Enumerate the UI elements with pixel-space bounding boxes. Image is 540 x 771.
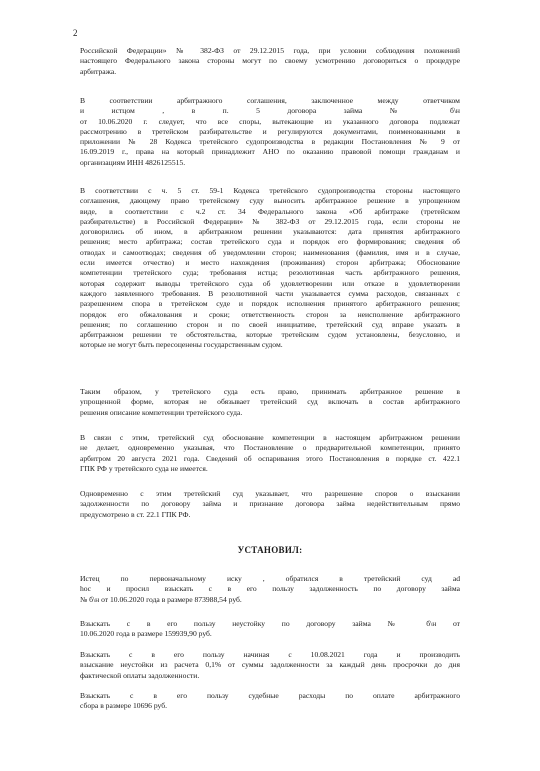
paragraph-court-right [80, 387, 460, 418]
claim-penalty [80, 619, 460, 640]
text-line: В соответствии с ч. 5 ст. 59-1 Кодекса третейского судопроизводства стороны настоящего [80, 186, 460, 195]
text-line: Российской Федерации» № 382-ФЗ от 29.12.2015 года, при условии соблюдения положений [80, 46, 460, 55]
text-line: которые не могут быть пересоценены государственным судом. [80, 340, 283, 350]
text-line: виде, в соответствии с ч.2 ст. 34 Федерального закона «Об арбитраже (третейском [80, 206, 460, 216]
text-line: В связи с этим, третейский суд обоснование компетенции в настоящем арбитражном решении [80, 433, 460, 442]
text-line: арбитража. [80, 66, 117, 76]
text-line: от 10.06.2020 г. следует, что все споры, вытекающие из указанного договора подлежат [80, 116, 460, 126]
text-line: фактической оплаты задолженности. [80, 670, 200, 680]
text-line: Одновременно с этим третейский суд указывает, что разрешение споров о взыскании [80, 489, 460, 498]
text-line: приложении № 28 Кодекса третейского судопроизводства в редакции Постановления № 9 от [80, 137, 460, 147]
text-line: и истцом , в п. 5 договора займа № б\н [80, 106, 460, 116]
text-line: которая содержит выводы третейского суда об удовлетворении или отказе в удовлетворении [80, 278, 460, 288]
text-line: № б\н от 10.06.2020 года в размере 873988,54 руб. [80, 594, 242, 604]
text-line: ГПК РФ у третейского суда не имеется. [80, 463, 208, 473]
text-line: Взыскать с в его пользу неустойку по договору займа № б\н от [80, 619, 460, 628]
paragraph-arbitration-procedure [80, 46, 460, 77]
text-line: решения; место арбитража; состав третейского суда и порядок его формирования; сведения об [80, 237, 460, 247]
paragraph-arbitration-agreement [80, 96, 460, 168]
text-line: Таким образом, у третейского суда есть право, принимать арбитражное решение в [80, 387, 460, 396]
paragraph-dispute-scope [80, 489, 460, 520]
text-line: В соответствии арбитражного соглашения, заключенное между ответчиком [80, 96, 460, 105]
text-line: организациям ИНН 4826125515. [80, 157, 186, 167]
text-line: каждого заявленного требования. В резолютивной части указывается сумма расходов, связанных с [80, 288, 460, 298]
text-line: Истец по первоначальному иску , обратился в третейский суд ad [80, 574, 460, 583]
text-line: договорились об ином, в арбитражном решении указываются: дата принятия арбитражного [80, 227, 460, 237]
text-line: Взыскать с в его пользу начиная с 10.08.2021 года и производить [80, 650, 460, 659]
text-line: рассмотрению в третейском разбирательстве и регулируются документами, поименованными в [80, 126, 460, 136]
text-line: соглашения, дающему право третейскому суду выносить арбитражное решение в упрощенном [80, 196, 460, 206]
text-line: hoc и просил взыскать с в его пользу задолженность по договору займа [80, 584, 460, 594]
text-line: Взыскать с в его пользу судебные расходы по оплате арбитражного [80, 691, 460, 700]
text-line: задолженности по договору займа и признание договора займа недействительным прямо [80, 499, 460, 509]
claim-ongoing-penalty [80, 650, 460, 681]
paragraph-simplified-decision [80, 186, 460, 351]
page-number: 2 [73, 28, 78, 38]
section-heading: УСТАНОВИЛ: [237, 545, 303, 555]
text-line: 16.09.2019 г., права на который принадлежит АНО по оказанию правовой помощи гражданам и [80, 147, 460, 157]
claim-debt [80, 574, 460, 605]
text-line: взыскание неустойки из расчета 0,1% от суммы задолженности за каждый день просрочки до дня [80, 660, 460, 670]
text-line: арбитражном решении те обстоятельства, которые третейским судом установлены, безусловно, и [80, 330, 460, 340]
text-line: решения описание компетенции третейского суда. [80, 407, 243, 417]
text-line: настоящего Федерального закона стороны могут по своему усмотрению договориться о процедуре [80, 56, 460, 66]
text-line: не делает, одновременно указывая, что Постановление о предварительной компетенции, принято [80, 443, 460, 453]
text-line: сбора в размере 10696 руб. [80, 701, 168, 711]
text-line: отводах и самоотводах; сведения об уведомлении сторон; наименования (фамилия, имя и в случае, [80, 247, 460, 257]
text-line: если имеется отчество) и место нахождения (проживания) сторон арбитража; Обоснование [80, 258, 460, 268]
text-line: компетенции третейского суда; требования истца; резолютивная часть арбитражного решения, [80, 268, 460, 278]
text-line: разбирательстве) в Российской Федерации» № 382-ФЗ от 29.12.2015 года, если стороны не [80, 216, 460, 226]
text-line: решения; по соглашению сторон и по своей инициативе, третейский суд вправе указать в [80, 319, 460, 329]
text-line: 10.06.2020 года в размере 159939,90 руб. [80, 629, 212, 639]
text-line: упрощенной форме, которая не обязывает третейский суд включать в состав арбитражного [80, 397, 460, 407]
text-line: порядок его обжалования и сроки; ответственность сторон за неисполнение арбитражного [80, 309, 460, 319]
paragraph-competence [80, 433, 460, 474]
text-line: предусмотрено в ст. 22.1 ГПК РФ. [80, 509, 191, 519]
text-line: арбитром 20 августа 2021 года. Сведений об оспаривания этого Постановления в порядке ст. 422.1 [80, 453, 460, 463]
text-line: разрешением спора в третейском суде и порядок исполнения принятого арбитражного решения; [80, 299, 460, 309]
claim-costs [80, 691, 460, 712]
